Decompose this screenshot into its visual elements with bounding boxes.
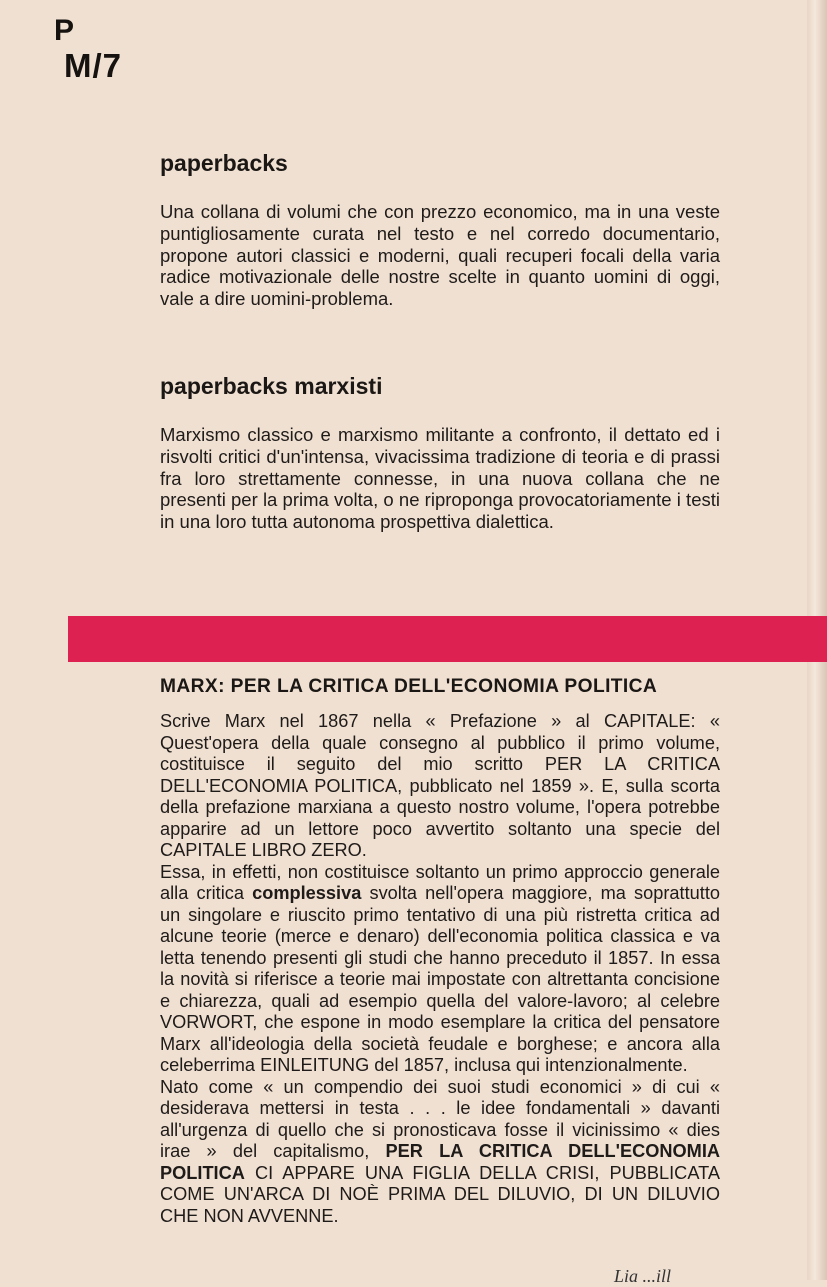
- section-text-paperbacks-marxisti: [160, 424, 720, 533]
- text-span: CI APPARE UNA FIGLIA DELLA CRISI, PUBBLICATA COME UN'ARCA DI NOÈ PRIMA DEL DILUVIO, DI UN DILUVIO CHE NON AVVENNE.: [160, 1162, 720, 1226]
- description-paragraph-1: Scrive Marx nel 1867 nella « Prefazione » al CAPITALE: « Quest'opera della quale consegno al pubblico il primo volume, costituisce il seguito del mio scritto PER LA CRITICA DELL'ECONOMIA POLITICA, pubblicato nel 1859 ». E, sulla scorta della prefazione marxiana a questo nostro volume, l'opera potrebbe apparire ad un lettore poco avvertito soltanto una specie del CAPITALE LIBRO ZERO.: [160, 711, 720, 860]
- bold-text: complessiva: [252, 883, 362, 903]
- section-heading-paperbacks: paperbacks: [160, 150, 288, 176]
- text-span: svolta nell'opera maggiore, ma soprattutto un singolare e riuscito primo tentativo di una più ristretta critica ad alcune teorie (merce e denaro) dell'economia politica classica e va letta tenendo presenti gli studi che hanno preceduto il 1857. In essa la novità si riferisce a teorie mai impostate con altrettanta concisione e chiarezza, quali ad esempio quella del valore-lavoro; al celebre VORWORT, che espone in modo esemplare la critica del pensatore Marx all'ideologia della società feudale e borghese; e ancora alla celeberrima EINLEITUNG del 1857, inclusa qui intenzionalmente.: [160, 883, 720, 1075]
- description-paragraph-2: [160, 862, 720, 1077]
- bold-text: PER LA CRITICA DELL'ECONOMIA POLITICA: [160, 1141, 721, 1183]
- text-span: Nato come « un compendio dei suoi studi economici » di cui « desiderava mettersi in testa . . . le idee fondamentali » davanti all'urgenza di quello che si pronosticava fosse il vicinissimo « dies irae » del capitalismo,: [160, 1076, 720, 1161]
- book-description: [160, 711, 720, 1227]
- section-heading-paperbacks-marxisti: paperbacks marxisti: [160, 373, 383, 399]
- paragraph: Marxismo classico e marxismo militante a confronto, il dettato ed i risvolti critici d'un'intensa, vivacissima tradizione di teoria e di prassi fra loro strettamente connesse, in una nuova collana che ne presenti per la prima volta, o ne riproponga provocatoriamente i testi in una loro tutta autonoma prospettiva dialettica.: [160, 424, 720, 533]
- logo-series-number: M/7: [64, 47, 123, 84]
- publisher-logo: [54, 16, 144, 86]
- book-title: MARX: PER LA CRITICA DELL'ECONOMIA POLITICA: [160, 676, 658, 697]
- text-span: Essa, in effetti, non costituisce soltanto un primo approccio generale alla critica: [160, 861, 720, 903]
- red-band: [68, 616, 827, 662]
- author-signature: Lia ...ill: [614, 1266, 672, 1286]
- section-text-paperbacks: [160, 201, 720, 310]
- paragraph: Una collana di volumi che con prezzo economico, ma in una veste puntigliosamente curata nel testo e nel corredo documentario, propone autori classici e moderni, quali recuperi focali della varia radice motivazionale delle nostre scelte in quanto uomini di oggi, vale a dire uomini-problema.: [160, 201, 720, 310]
- logo-letter-p: P: [54, 14, 75, 47]
- description-paragraph-3: [160, 1077, 720, 1228]
